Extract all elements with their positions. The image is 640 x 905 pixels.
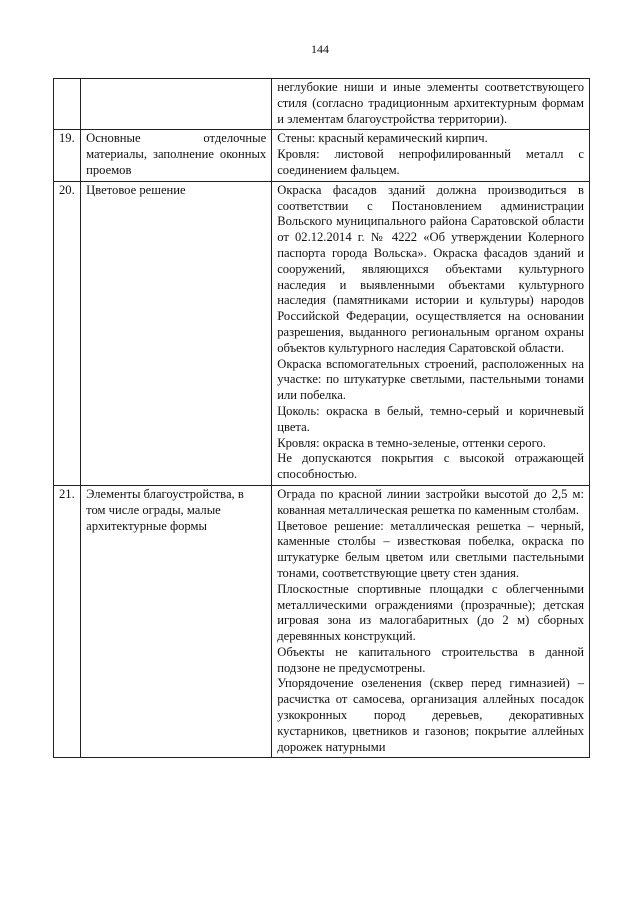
description-paragraph: Цветовое решение: металлическая решетка – черный, каменные столбы – известковая побелка, окраска по штукатурке белым цветом или светлыми пастельными тонами, соответствующие цвету стен здания. (277, 518, 584, 580)
description-paragraph: Плоскостные спортивные площадки с облегченными металлическими ограждениями (прозрачные); детская игровая зона из малогабаритных (до 2 м) сборных деревянных конструкций. (277, 581, 584, 644)
row-description-cell (272, 485, 590, 758)
table-row (54, 130, 590, 181)
row-name-cell (81, 181, 272, 485)
row-name-cell (81, 79, 272, 130)
description-paragraph: Стены: красный керамический кирпич. (277, 131, 488, 146)
table-row (54, 79, 590, 130)
row-name-line: Основные отделочные (86, 131, 267, 146)
row-name-line: материалы, заполнение оконных (86, 147, 267, 162)
row-name-line: Элементы благоустройства, в (86, 486, 244, 501)
row-description-cell (272, 130, 590, 181)
description-paragraph: Окраска фасадов зданий должна производиться в соответствии с Постановлением администрации Вольского муниципального района Саратовской области от 02.12.2014 г. № 4222 «Об утверждении Колерного паспорта города Вольска». Окраска фасадов зданий и сооружений, являющихся объектами культурного наследия и выявленными объектами культурного наследия (памятниками истории и культуры) народов Российской Федерации, осуществляется на основании разрешения, выданного региональным органом охраны объектов культурного наследия Саратовской области. (277, 182, 584, 355)
page-number: 144 (311, 42, 329, 56)
requirements-table (53, 78, 590, 758)
row-name-line: том числе ограды, малые (86, 502, 221, 517)
row-number-cell: 20. (54, 181, 81, 485)
table-row (54, 181, 590, 485)
description-paragraph: Кровля: окраска в темно-зеленые, оттенки серого. (277, 435, 546, 450)
table-row (54, 485, 590, 758)
description-paragraph: Упорядочение озеленения (сквер перед гимназией) – расчистка от самосева, организация аллейных посадок узкокронных пород деревьев, декоративных кустарников, цветников и газонов; покрытие аллейных дорожек натурными (277, 676, 584, 754)
row-name-line: проемов (86, 162, 132, 177)
description-paragraph: неглубокие ниши и иные элементы соответствующего стиля (согласно традиционным архитектурным формам и элементам благоустройства территории). (277, 80, 584, 126)
row-name-cell (81, 485, 272, 758)
row-number-cell: 21. (54, 485, 81, 758)
row-name-cell (81, 130, 272, 181)
row-name-line: архитектурные формы (86, 518, 207, 533)
row-number-cell: 19. (54, 130, 81, 181)
description-paragraph: Окраска вспомогательных строений, расположенных на участке: по штукатурке светлыми, пастельными тонами или побелка. (277, 356, 584, 403)
description-paragraph: Объекты не капитального строительства в данной подзоне не предусмотрены. (277, 644, 584, 675)
row-description-cell (272, 79, 590, 130)
description-paragraph: Кровля: листовой непрофилированный металл с соединением фальцем. (277, 147, 584, 177)
description-paragraph: Не допускаются покрытия с высокой отражающей способностью. (277, 451, 584, 482)
description-paragraph: Ограда по красной линии застройки высотой до 2,5 м: кованная металлическая решетка по каменным столбам. (277, 486, 584, 517)
row-name-line: Цветовое решение (86, 182, 186, 197)
description-paragraph: Цоколь: окраска в белый, темно-серый и коричневый цвета. (277, 403, 584, 434)
row-description-cell (272, 181, 590, 485)
row-number-cell (54, 79, 81, 130)
